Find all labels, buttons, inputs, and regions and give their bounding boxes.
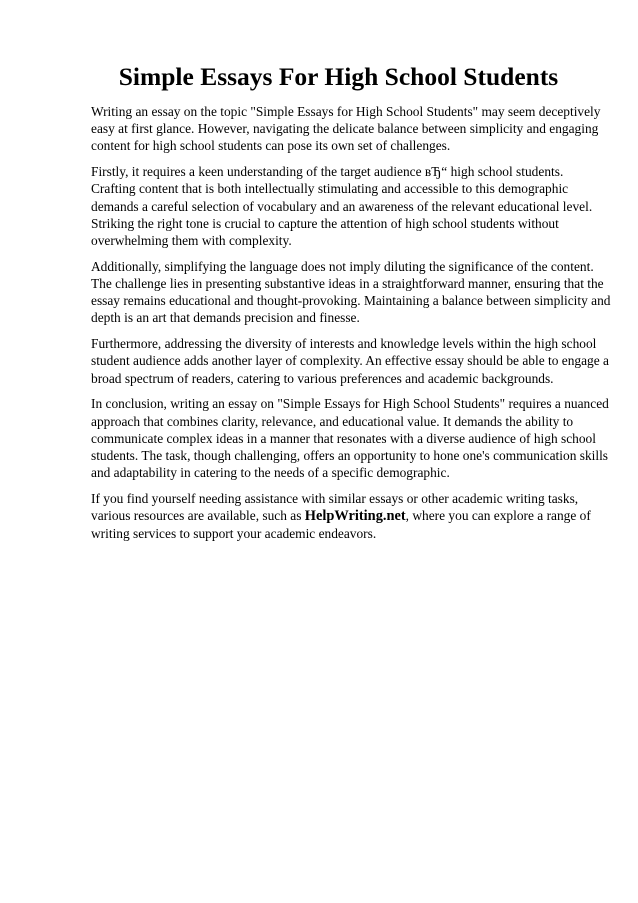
text-line: Writing an essay on the topic "Simple Essays for High School Students" may seem deceptively: [91, 104, 601, 119]
text-line: The challenge lies in presenting substantive ideas in a straightforward manner, ensuring that the: [91, 276, 604, 292]
text-line: If you find yourself needing assistance with similar essays or other academic writing tasks,: [91, 491, 579, 507]
paragraph-1: [91, 103, 601, 155]
text-line: overwhelming them with complexity.: [91, 233, 292, 249]
paragraph-4: [91, 335, 609, 387]
paragraph-5: [91, 395, 609, 481]
helpwriting-link[interactable]: HelpWriting.net: [304, 508, 406, 525]
text-line: Crafting content that is both intellectually stimulating and accessible to this demographic: [91, 181, 569, 197]
paragraph-3: [91, 258, 611, 327]
paragraph-2: [91, 163, 593, 249]
text-line: easy at first glance. However, navigating the delicate balance between simplicity and engaging: [91, 121, 599, 137]
text-line: essay remains educational and thought-provoking. Maintaining a balance between simplicity and: [91, 293, 611, 309]
closing-text-after-link: , where you can explore a range of: [405, 508, 591, 524]
text-line: student audience adds another layer of complexity. An effective essay should be able to engage a: [91, 353, 609, 369]
text-line: broad spectrum of readers, catering to various preferences and academic backgrounds.: [91, 370, 554, 386]
text-line: demands a careful selection of vocabulary and an awareness of the relevant educational level.: [91, 198, 593, 214]
text-line-with-link: [91, 507, 590, 525]
text-line: communicate complex ideas in a manner that resonates with a diverse audience of high school: [91, 430, 596, 446]
text-line: students. The task, though challenging, offers an opportunity to hone one's communication skills: [91, 448, 609, 464]
page-title: Simple Essays For High School Students: [118, 62, 559, 91]
closing-text-before-link: various resources are available, such as: [91, 508, 305, 524]
essay-body: [91, 103, 611, 481]
text-line: approach that combines clarity, relevance, and educational value. It demands the ability to: [91, 413, 574, 429]
text-line: depth is an art that demands precision and finesse.: [91, 310, 360, 326]
text-line: Additionally, simplifying the language does not imply diluting the significance of the content.: [91, 258, 594, 274]
text-line: Firstly, it requires a keen understanding of the target audience вЂ“ high school students.: [91, 164, 564, 180]
closing-paragraph: [91, 490, 590, 543]
text-line: Striking the right tone is crucial to capture the attention of high school students without: [91, 215, 559, 231]
text-line: In conclusion, writing an essay on "Simple Essays for High School Students" requires a nuanced: [91, 396, 609, 412]
text-line: content for high school students can pose its own set of challenges.: [91, 138, 451, 154]
text-line: Furthermore, addressing the diversity of interests and knowledge levels within the high school: [91, 336, 597, 352]
text-line: and adaptability in catering to the needs of a specific demographic.: [91, 465, 450, 481]
text-line: writing services to support your academic endeavors.: [91, 526, 377, 542]
